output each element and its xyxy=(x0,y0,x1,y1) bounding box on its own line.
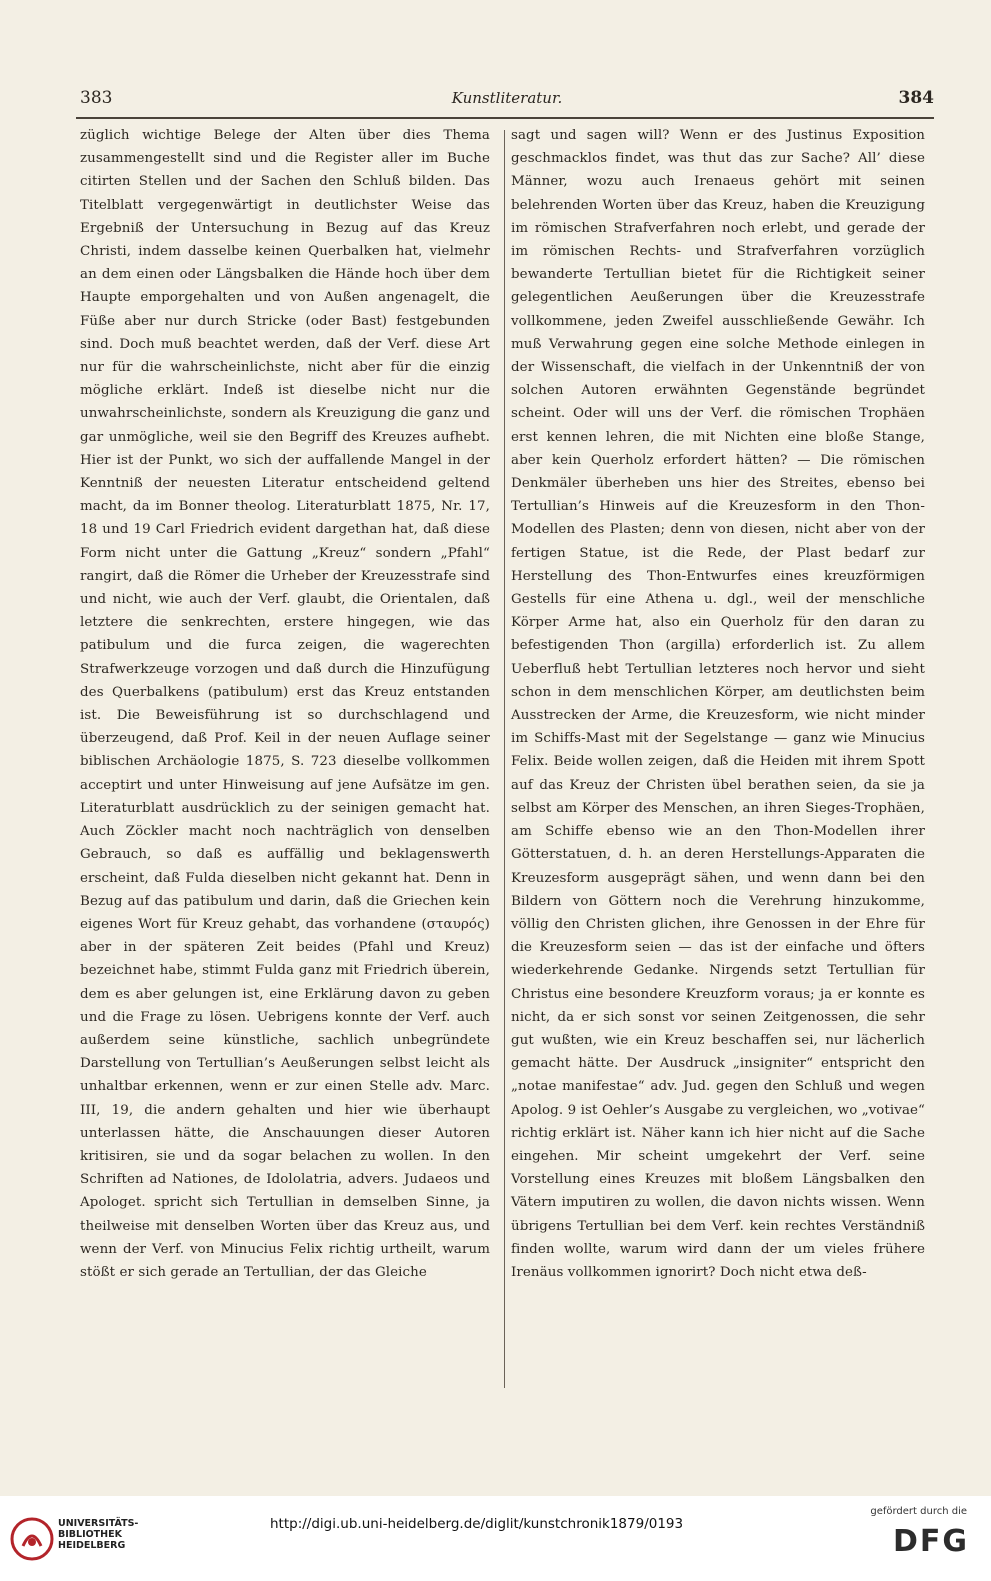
page-number-left: 383 xyxy=(80,88,113,108)
library-line: UNIVERSITÄTS- xyxy=(58,1518,139,1529)
funding-caption: gefördert durch die xyxy=(870,1506,967,1517)
column-divider xyxy=(504,130,505,1388)
footer-bar xyxy=(0,1496,991,1581)
header-rule xyxy=(76,117,934,119)
library-name xyxy=(58,1518,138,1551)
running-header xyxy=(80,88,934,112)
dfg-logo: DFG xyxy=(892,1524,969,1559)
library-line: BIBLIOTHEK xyxy=(58,1529,122,1540)
library-line: HEIDELBERG xyxy=(58,1540,126,1551)
running-title: Kunstliteratur. xyxy=(451,89,563,107)
right-column-text: sagt und sagen will? Wenn er des Justinus Exposition geschmacklos findet, was thut das zur Sache? All’ diese Männer, wozu auch Irenaeus gehört mit seinen belehrenden Worten über das Kreuz, haben die Kreuzigung im römischen Strafverfahren noch erlebt, und gerade der im römischen Rechts- und Strafverfahren vorzüglich bewanderte Tertullian bietet für die Richtigkeit seiner gelegentlichen Aeußerungen über die Kreuzesstrafe vollkommene, jeden Zweifel ausschließende Gewähr. Ich muß Verwahrung gegen eine solche Methode einlegen in der Wissenschaft, die vielfach in der Unkenntniß der von solchen Autoren erwähnten Gegenstände begründet scheint. Oder will uns der Verf. die römischen Trophäen erst kennen lehren, die mit Nichten eine bloße Stange, aber kein Querholz erfordert hätten? — Die römischen Denkmäler überheben uns hier des Streites, ebenso bei Tertullian’s Hinweis auf die Kreuzesform in den Thon-Modellen des Plasten; denn von diesen, nicht aber von der fertigen Statue, ist die Rede, der Plast bedarf zur Herstellung des Thon-Entwurfes eines kreuzförmigen Gestells für eine Athena u. dgl., weil der menschliche Körper Arme hat, also ein Querholz für den daran zu befestigenden Thon (argilla) erforderlich ist. Zu allem Ueberfluß hebt Tertullian letzteres noch hervor und sieht schon in dem menschlichen Körper, am deutlichsten beim Ausstrecken der Arme, die Kreuzesform, wie nicht minder im Schiffs-Mast mit der Segelstange — ganz wie Minucius Felix. Beide wollen zeigen, daß die Heiden mit ihrem Spott auf das Kreuz der Christen übel berathen seien, da sie ja selbst am Körper des Menschen, an ihren Sieges-Trophäen, am Schiffe ebenso wie an den Thon-Modellen ihrer Götterstatuen, d. h. an deren Herstellungs-Apparaten die Kreuzesform ausgeprägt sähen, und wenn dann bei den Bildern von Göttern noch die Verehrung hinzukomme, völlig den Christen glichen, ihre Genossen in der Ehre für die Kreuzesform seien — das ist der einfache und öfters wiederkehrende Gedanke. Nirgends setzt Tertullian für Christus eine besondere Kreuzform voraus; ja er konnte es nicht, da er sich sonst vor seinen Zeitgenossen, die sehr gut wußten, wie ein Kreuz beschaffen sei, nur lächerlich gemacht hätte. Der Ausdruck „insigniter“ entspricht den „notae manifestae“ adv. Jud. gegen den Schluß und wegen Apolog. 9 ist Oehler’s Ausgabe zu vergleichen, wo „votivae“ richtig erklärt ist. Näher kann ich hier nicht auf die Sache eingehen. Mir scheint umgekehrt der Verf. seine Vorstellung eines Kreuzes mit bloßem Längsbalken den Vätern imputiren zu wollen, die davon nichts wissen. Wenn übrigens Tertullian bei dem Verf. kein rechtes Verständniß finden wollte, warum wird dann der um vieles frühere Irenäus vollkommen ignorirt? Doch nicht etwa deß- xyxy=(511,128,925,1280)
university-seal-icon xyxy=(9,1516,55,1562)
permalink-url[interactable]: http://digi.ub.uni-heidelberg.de/diglit/kunstchronik1879/0193 xyxy=(270,1516,684,1532)
text-column-left xyxy=(80,124,490,1284)
text-column-right xyxy=(511,124,925,1284)
page-number-right: 384 xyxy=(898,88,934,108)
left-column-text: züglich wichtige Belege der Alten über dies Thema zusammengestellt sind und die Register aller im Buche citirten Stellen und der Sachen den Schluß bilden. Das Titelblatt vergegenwärtigt in deutlichster Weise das Ergebniß der Untersuchung in Bezug auf das Kreuz Christi, indem dasselbe keinen Querbalken hat, vielmehr an dem einen oder Längsbalken die Hände hoch über dem Haupte emporgehalten und von Außen angenagelt, die Füße aber nur durch Stricke (oder Bast) festgebunden sind. Doch muß beachtet werden, daß der Verf. diese Art nur für die wahrscheinlichste, nicht aber für die einzig mögliche erklärt. Indeß ist dieselbe nicht nur die unwahrscheinlichste, sondern als Kreuzigung die ganz und gar unmögliche, weil sie den Begriff des Kreuzes aufhebt. Hier ist der Punkt, wo sich der auffallende Mangel in der Kenntniß der neuesten Literatur entscheidend geltend macht, da im Bonner theolog. Literaturblatt 1875, Nr. 17, 18 und 19 Carl Friedrich evident dargethan hat, daß diese Form nicht unter die Gattung „Kreuz“ sondern „Pfahl“ rangirt, daß die Römer die Urheber der Kreuzesstrafe sind und nicht, wie auch der Verf. glaubt, die Orientalen, daß letztere die senkrechten, erstere hingegen, wie das patibulum und die furca zeigen, die wagerechten Strafwerkzeuge vorzogen und daß durch die Hinzufügung des Querbalkens (patibulum) erst das Kreuz entstanden ist. Die Beweisführung ist so durchschlagend und überzeugend, daß Prof. Keil in der neuen Auflage seiner biblischen Archäologie 1875, S. 723 dieselbe vollkommen acceptirt und unter Hinweisung auf jene Aufsätze im gen. Literaturblatt ausdrücklich zu der seinigen gemacht hat. Auch Zöckler macht noch nachträglich von denselben Gebrauch, so daß es auffällig und beklagenswerth erscheint, daß Fulda dieselben nicht gekannt hat. Denn in Bezug auf das patibulum und darin, daß die Griechen kein eigenes Wort für Kreuz gehabt, das vorhandene (σταυρός) aber in der späteren Zeit beides (Pfahl und Kreuz) bezeichnet habe, stimmt Fulda ganz mit Friedrich überein, dem es aber gelungen ist, eine Erklärung davon zu geben und die Frage zu lösen. Uebrigens konnte der Verf. auch außerdem seine künstliche, sachlich unbegründete Darstellung von Tertullian’s Aeußerungen selbst leicht als unhaltbar erkennen, wenn er zur einen Stelle adv. Marc. III, 19, die andern gehalten und hier wie überhaupt unterlassen hätte, die Anschauungen dieser Autoren kritisiren, sie und da sogar belachen zu wollen. In den Schriften ad Nationes, de Idololatria, advers. Judaeos und Apologet. spricht sich Tertullian in demselben Sinne, ja theilweise mit denselben Worten über das Kreuz aus, und wenn der Verf. von Minucius Felix richtig urtheilt, warum stößt er sich gerade an Tertullian, der das Gleiche xyxy=(80,128,490,1280)
